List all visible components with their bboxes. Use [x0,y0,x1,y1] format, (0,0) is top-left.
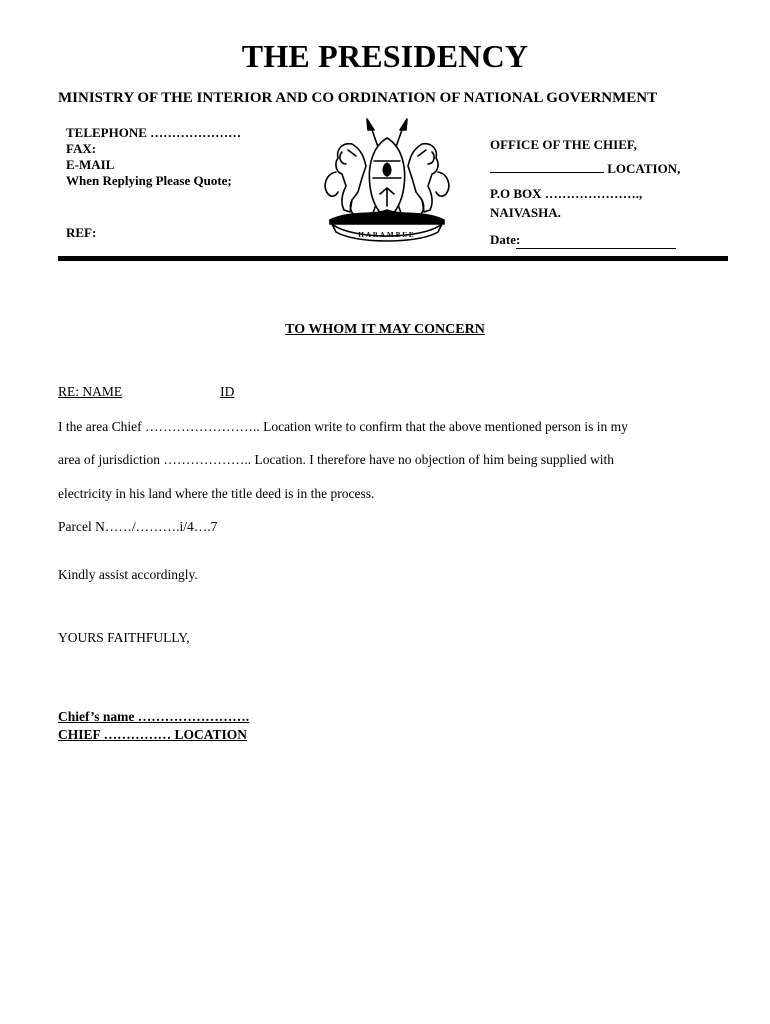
replying-line: When Replying Please Quote; [66,173,232,188]
email-line: E-MAIL [66,157,115,172]
signature-name: Chief’s name ……………………. [58,709,250,724]
contact-block [66,125,241,189]
date-line: Date: [490,232,676,249]
date-label: Date [490,232,516,247]
fax-line: FAX: [66,141,97,156]
kenya-coat-of-arms-icon [312,116,462,244]
location-label: LOCATION, [607,161,681,176]
ref-line: REF: [66,225,97,240]
re-label: RE: NAME [58,384,123,399]
assist-line: Kindly assist accordingly. [58,567,198,582]
emblem-motto: HARAMBEE [358,231,416,239]
location-line [490,161,680,177]
document-title: THE PRESIDENCY [241,38,529,74]
id-label: ID [220,384,235,399]
body-line-1: I the area Chief …………………….. Location write to confirm that the above mentioned person is in my [58,419,628,434]
telephone-line: TELEPHONE ………………… [66,125,242,140]
closing-line: YOURS FAITHFULLY, [58,630,190,645]
parcel-line: Parcel N……/……….i/4….7 [58,519,218,534]
office-line: OFFICE OF THE CHIEF, [490,137,637,152]
body-line-3: electricity in his land where the title deed is in the process. [58,486,375,501]
header-divider [58,256,728,261]
letter-heading: TO WHOM IT MAY CONCERN [285,322,485,337]
town-line: NAIVASHA. [490,205,561,220]
body-line-2: area of jurisdiction ……………….. Location. I therefore have no objection of him being supplied with [58,452,614,467]
ministry-name: MINISTRY OF THE INTERIOR AND CO ORDINATION OF NATIONAL GOVERNMENT [58,90,658,106]
pobox-line: P.O BOX …………………., [490,186,643,201]
signature-location: CHIEF …………… LOCATION [58,727,248,742]
re-line [58,384,330,400]
